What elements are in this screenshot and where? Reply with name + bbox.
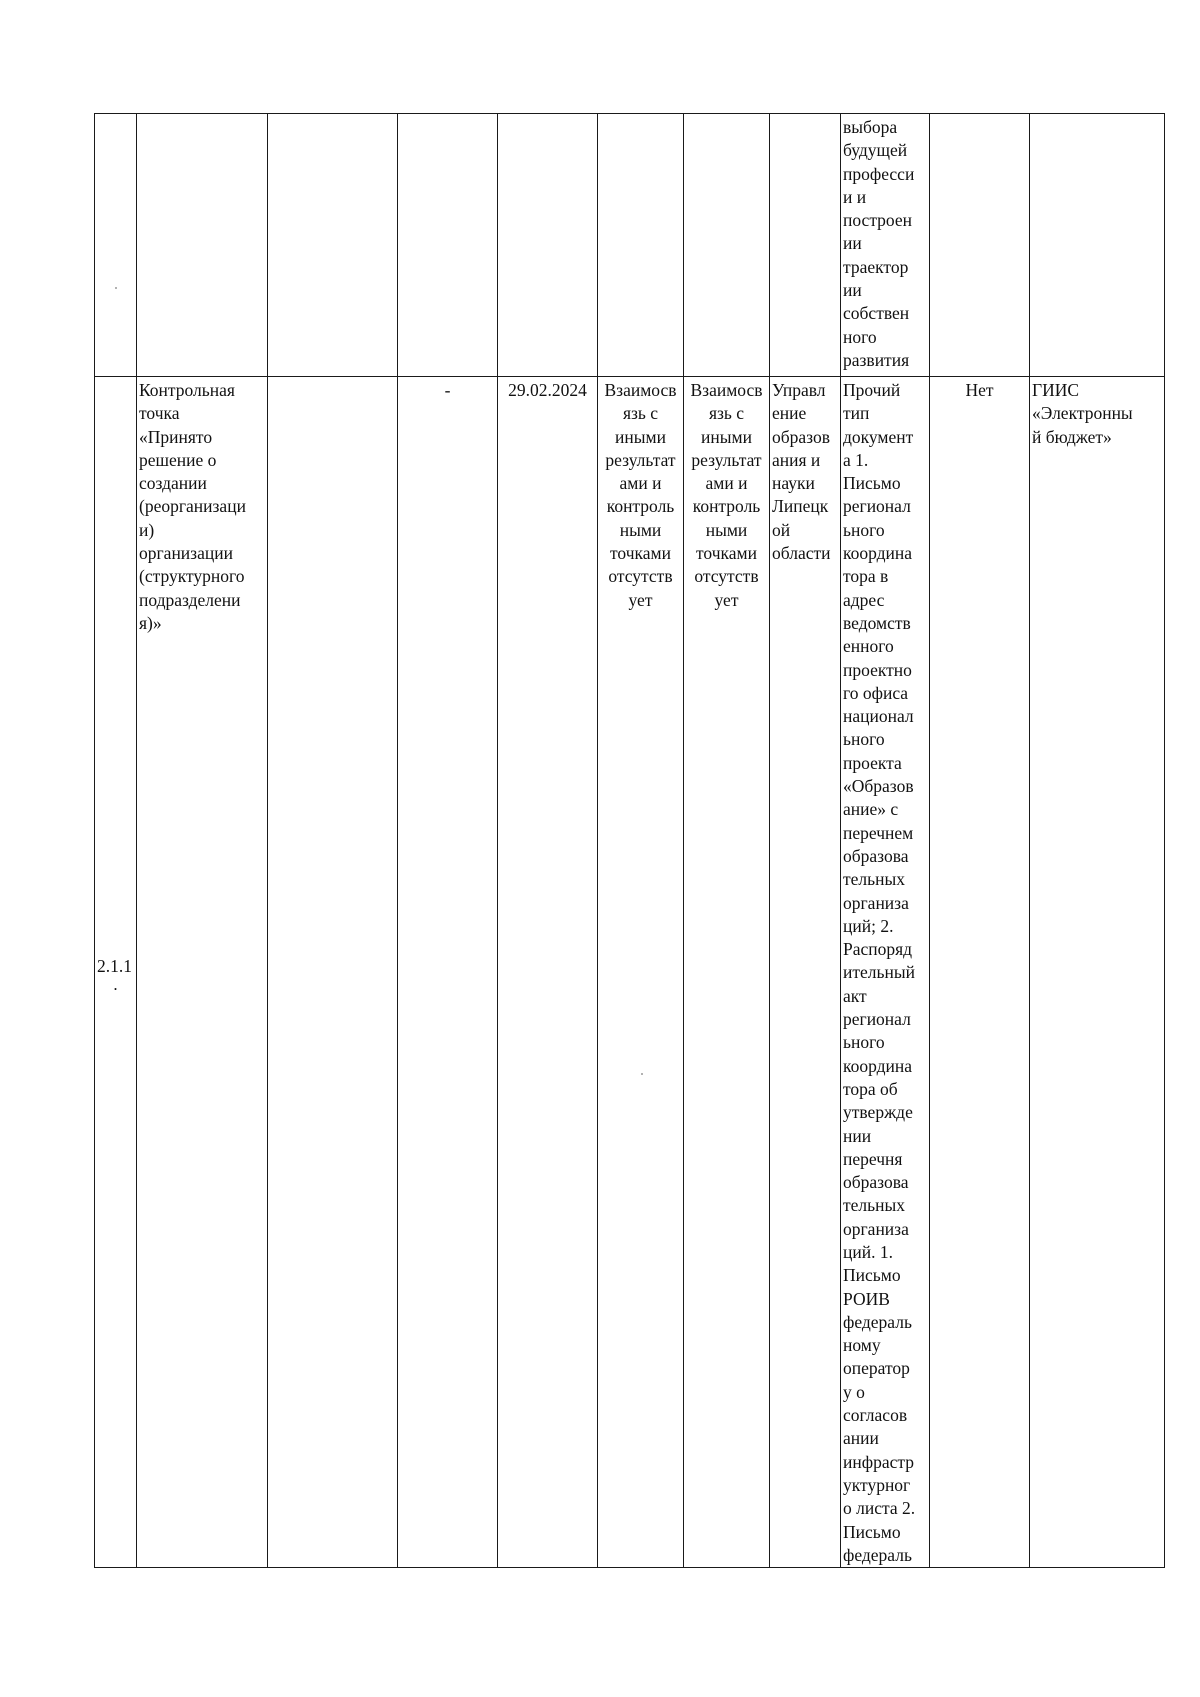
table-row [95, 377, 1165, 1568]
document-description-continued: выбора будущей професси и и построен ии траектор ии собствен ного развития [841, 114, 930, 377]
successor-links: Взаимосв язь с иными результат ами и контроль ными точками отсутств ует [684, 377, 770, 1568]
table-cell [770, 114, 841, 377]
table-cell [398, 114, 498, 377]
document-description: Прочий тип документ а 1. Письмо регионал ьного координа тора в адрес ведомств енного проектно го офиса национал ьного проекта «Образов ание» с перечнем образова тельных организа ций; 2. Распоряд ительный акт регионал ьного координа тора об утвержде нии перечня образова тельных организа ций. 1. Письмо РОИВ федераль ному оператор у о согласов ании инфрастр уктурног о листа 2. Письмо федераль [841, 377, 930, 1568]
start-date: - [398, 377, 498, 1568]
table-row [95, 114, 1165, 377]
table-cell [498, 114, 598, 377]
row-number: 2.1.1 . [95, 377, 137, 1568]
table-cell [137, 114, 268, 377]
responsible-executor: Управл ение образов ания и науки Липецк ой области [770, 377, 841, 1568]
table-cell [95, 114, 137, 377]
table-cell [268, 377, 398, 1568]
control-point-name: Контрольная точка «Принято решение о создании (реорганизаци и) организации (структурного подразделени я)» [137, 377, 268, 1568]
table-cell [268, 114, 398, 377]
table-cell [684, 114, 770, 377]
table-cell [930, 114, 1030, 377]
flag-value: Нет [930, 377, 1030, 1568]
predecessor-links: Взаимосв язь с иными результат ами и контроль ными точками отсутств ует [598, 377, 684, 1568]
end-date: 29.02.2024 [498, 377, 598, 1568]
table-cell [1030, 114, 1165, 377]
plan-table [94, 113, 1165, 1568]
information-system: ГИИС «Электронны й бюджет» [1030, 377, 1165, 1568]
table-cell [598, 114, 684, 377]
